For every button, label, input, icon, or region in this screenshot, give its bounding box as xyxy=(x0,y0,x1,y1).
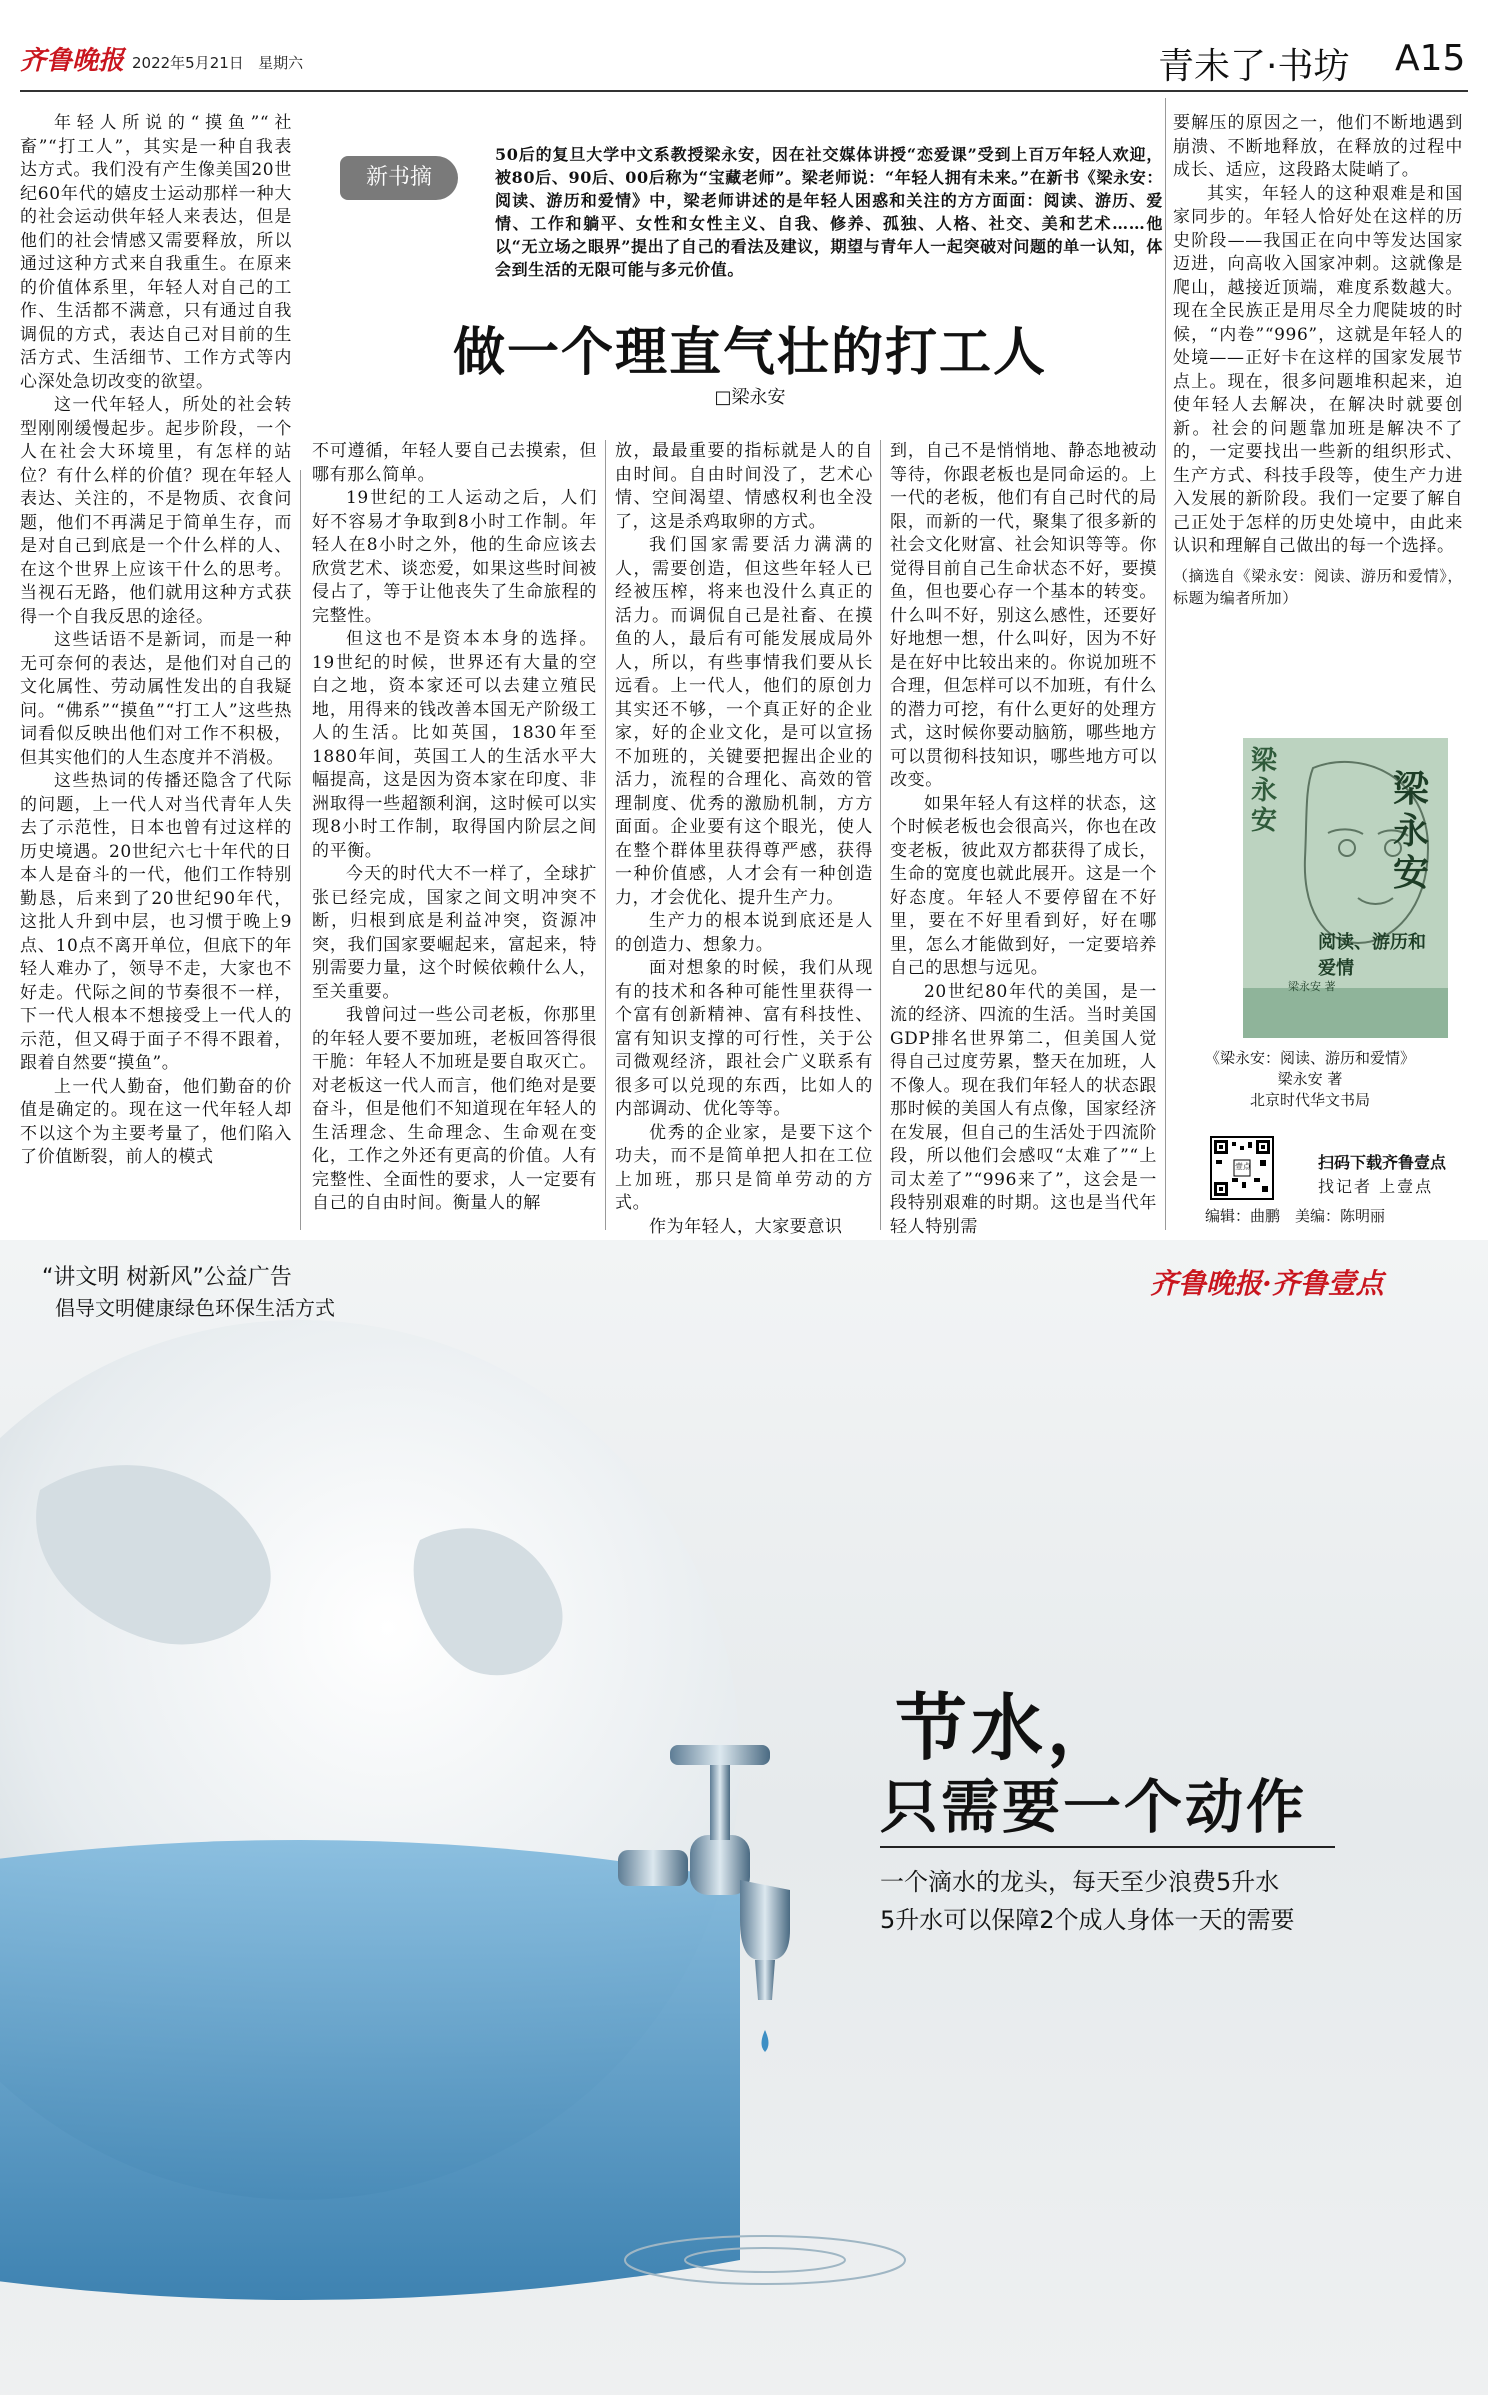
qr-label-1: 扫码下载齐鲁壹点 xyxy=(1318,1153,1447,1172)
ad-brand: 齐鲁晚报·齐鲁壹点 xyxy=(1150,1267,1384,1300)
paragraph: 不可遵循，年轻人要自己去摸索，但哪有那么简单。 xyxy=(312,441,597,485)
paragraph: 到，自己不是悄悄地、静态地被动等待，你跟老板也是同命运的。上一代的老板，他们有自己时代的局限，而新的一代，聚集了很多新的社会文化财富、社会知识等等。你觉得目前自己生命状态不好，要摸鱼，但也要心存一个基本的转变。什么叫不好，别这么感性，还要好好地想一想，什么叫好，因为不好是在好中比较出来的。你说加班不合理，但怎样可以不加班，有什么的潜力可挖，有什么更好的处理方式，这时候你要动脑筋，哪些地方可以贯彻科技知识，哪些地方可以改变。 xyxy=(890,441,1157,790)
qr-code[interactable] xyxy=(1210,1136,1274,1200)
paragraph: 其实，年轻人的这种艰难是和国家同步的。年轻人恰好处在这样的历史阶段——我国正在向中等发达国家迈进，向高收入国家冲刺。这就像是爬山，越接近顶端，难度系数越大。现在全民族正是用尽全力爬陡坡的时候，“内卷”“996”，这就是年轻人的处境——正好卡在这样的国家发展节点上。现在，很多问题堆积起来，迫使年轻人去解决，在解决时就要创新。社会的问题靠加班是解决不了的，一定要找出一些新的组织形式、生产方式、科技手段等，使生产力进入发展的新阶段。我们一定要了解自己正处于怎样的历史处境中，由此来认识和理解自己做出的每一个选择。 xyxy=(1173,183,1463,556)
book-title: 阅读、游历和爱情 xyxy=(1318,932,1426,979)
book-cover xyxy=(1243,738,1448,1038)
caption-author: 梁永安 著 xyxy=(1277,1070,1343,1088)
paragraph: 今天的时代大不一样了，全球扩张已经完成，国家之间文明冲突不断，归根到底是利益冲突，资源冲突，我们国家要崛起来，富起来，特别需要力量，这个时候依赖什么人，至关重要。 xyxy=(312,864,597,1002)
source-note: （摘选自《梁永安：阅读、游历和爱情》，标题为编者所加） xyxy=(1173,566,1463,607)
caption-publisher: 北京时代华文书局 xyxy=(1249,1091,1370,1109)
article-column-2 xyxy=(312,440,597,1216)
paragraph: 20世纪80年代的美国，是一流的经济、四流的生活。当时美国GDP排名世界第二，但美国人觉得自己过度劳累，整天在加班，人不像人。现在我们年轻人的状态跟那时候的美国人有点像，国家经济在发展，但自己的生活处于四流阶段，所以他们会感叹“太难了”“上司太差了”“996来了”，这会是一段特别艰难的时期。这也是当代年轻人特别需 xyxy=(890,981,1157,1237)
paragraph: 上一代人勤奋，他们勤奋的价值是确定的。现在这一代年轻人却不以这个为主要考量了，他们陷入了价值断裂，前人的模式 xyxy=(20,1076,292,1167)
paragraph: 这些话语不是新词，而是一种无可奈何的表达，是他们对自己的文化属性、劳动属性发出的自我疑问。“佛系”“摸鱼”“打工人”这些热词看似反映出他们对工作不积极，但其实他们的人生态度并不消极。 xyxy=(20,630,292,768)
paragraph: 放，最最重要的指标就是人的自由时间。自由时间没了，艺术心情、空间渴望、情感权利也全没了，这是杀鸡取卵的方式。 xyxy=(615,441,873,532)
paragraph: 19世纪的工人运动之后，人们好不容易才争取到8小时工作制。年轻人在8小时之外，他的生命应该去欣赏艺术、谈恋爱，如果这些时间被侵占了，等于让他丧失了生命旅程的完整性。 xyxy=(312,488,597,626)
paragraph: 作为年轻人，大家要意识 xyxy=(649,1216,843,1237)
paragraph: 如果年轻人有这样的状态，这个时候老板也会很高兴，你也在改变老板，彼此双方都获得了成长，生命的宽度也就此展开。这是一个好态度。年轻人不要停留在不好里，要在不好里看到好，好在哪里，怎么才能做到好，一定要培养自己的思想与远见。 xyxy=(890,793,1157,978)
weekday-text: 星期六 xyxy=(258,54,304,72)
paragraph: 我们国家需要活力满满的人，需要创造，但这些年轻人已经被压榨，将来也没什么真正的活力。而调侃自己是社畜、在摸鱼的人，最后有可能发展成局外人，所以，有些事情我们要从长远看。上一代人，他们的原创力其实还不够，一个真正好的企业家，好的企业文化，是可以宣扬不加班的，关键要把握出企业的活力，流程的合理化、高效的管理制度、优秀的激励机制，方方面面。企业要有这个眼光，使人在整个群体里获得尊严感，获得一种价值感，人才会有一种创造力，才会优化、提升生产力。 xyxy=(615,535,873,908)
paragraph: 但这也不是资本本身的选择。19世纪的时候，世界还有大量的空白之地，资本家还可以去建立殖民地，用得来的钱改善本国无产阶级工人的生活。比如英国，1830年至1880年间，英国工人的生活水平大幅提高，这是因为资本家在印度、非洲取得一些超额利润，这时候可以实现8小时工作制，取得国内阶层之间的平衡。 xyxy=(312,629,597,861)
paragraph: 生产力的根本说到底还是人的创造力、想象力。 xyxy=(615,911,873,955)
book-caption xyxy=(1170,1048,1450,1111)
section-title: 青未了·书坊 xyxy=(1158,46,1350,87)
newspaper-logo: 齐鲁晚报 xyxy=(20,46,125,76)
paragraph: 这些热词的传播还隐含了代际的问题，上一代人对当代青年人失去了示范性，日本也曾有过这样的历史境遇。20世纪六七十年代的日本人是奋斗的一代，他们工作特别勤恳，后来到了20世纪90年代，这批人升到中层，也习惯于晚上9点、10点不离开单位，但底下的年轻人难办了，领导不走，大家也不好走。代际之间的节奏很不一样，下一代人根本不想接受上一代人的示范，但又碍于面子不得不跟着，跟着自然要“摸鱼”。 xyxy=(20,771,292,1073)
article-column-4 xyxy=(890,440,1157,1239)
date-text: 2022年5月21日 xyxy=(132,54,244,72)
article-intro: 50后的复旦大学中文系教授梁永安，因在社交媒体讲授“恋爱课”受到上百万年轻人欢迎，被80后、90后、00后称为“宝藏老师”。梁老师说：“年轻人拥有未来。”在新书《梁永安：阅读、游历和爱情》中，梁老师讲述的是年轻人困惑和关注的方方面面：阅读、游历、爱情、工作和躺平、女性和女性主义、自我、修养、孤独、人格、社交、美和艺术……他以“无立场之眼界”提出了自己的看法及建议，期望与青年人一起突破对问题的单一认知，体会到生活的无限可能与多元价值。 xyxy=(495,145,1163,279)
ad-divider xyxy=(880,1846,1335,1848)
paragraph: 优秀的企业家，是要下这个功夫，而不是简单把人扣在工位上加班，那只是简单劳动的方式。 xyxy=(615,1122,873,1213)
divider xyxy=(880,440,881,1230)
ad-slogan-main: “讲文明 树新风”公益广告 xyxy=(42,1265,292,1290)
ad-slogan-sub: 倡导文明健康绿色环保生活方式 xyxy=(55,1296,335,1320)
paragraph: 年轻人所说的“摸鱼”“社畜”“打工人”，其实是一种自我表达方式。我们没有产生像美国20世纪60年代的嬉皮士运动那样一种大的社会运动供年轻人来表达，但是他们的社会情感又需要释放，所以通过这种方式来自我重生。在原来的价值体系里，年轻人对自己的工作、生活都不满意，只有通过自我调侃的方式，表达自己对目前的生活方式、生活细节、工作方式等内心深处急切改变的欲望。 xyxy=(20,113,292,392)
divider xyxy=(300,470,301,1230)
book-author-credit: 梁永安 著 xyxy=(1288,980,1336,993)
article-headline: 做一个理直气壮的打工人 xyxy=(452,322,1047,383)
article-column-5 xyxy=(1173,112,1463,609)
issue-date xyxy=(132,52,303,73)
qr-center-label: 壹点 xyxy=(1235,1162,1251,1171)
editor-credit: 编辑：曲鹏 美编：陈明丽 xyxy=(1205,1207,1386,1225)
qr-label-2: 找记者 上壹点 xyxy=(1318,1177,1434,1196)
section-tag: 新书摘 xyxy=(340,156,458,200)
ad-headline-1: 节水， xyxy=(895,1685,1124,1770)
article-column-1 xyxy=(20,112,292,1170)
ad-line-1: 一个滴水的龙头，每天至少浪费5升水 xyxy=(880,1868,1280,1896)
public-service-ad xyxy=(0,1240,1488,2395)
book-author-large: 梁永安 xyxy=(1393,768,1430,894)
divider xyxy=(605,440,606,1230)
paragraph: 面对想象的时候，我们从现有的技术和各种可能性里获得一个富有创新精神、富有科技性、富有知识支撑的可行性，关于公司微观经济，跟社会广义联系有很多可以兑现的东西，比如人的内部调动、优化等等。 xyxy=(615,958,873,1119)
article-column-3 xyxy=(615,440,873,1239)
ad-line-2: 5升水可以保障2个成人身体一天的需要 xyxy=(880,1906,1295,1934)
article-byline: □梁永安 xyxy=(714,387,786,408)
caption-title: 《梁永安：阅读、游历和爱情》 xyxy=(1204,1049,1415,1067)
ad-headline-2: 只需要一个动作 xyxy=(880,1773,1308,1841)
header-rule xyxy=(20,90,1468,92)
divider xyxy=(1165,98,1166,1230)
page-number: A15 xyxy=(1395,38,1466,79)
paragraph: 要解压的原因之一，他们不断地遇到崩溃、不断地释放，在释放的过程中成长、适应，这段路太陡峭了。 xyxy=(1173,113,1463,180)
book-author-vertical: 梁永安 xyxy=(1251,746,1278,836)
paragraph: 这一代年轻人，所处的社会转型刚刚缓慢起步。起步阶段，一个人在社会大环境里，有怎样的站位？有什么样的价值？现在年轻人表达、关注的，不是物质、衣食问题，他们不再满足于简单生存，而是对自己到底是一个什么样的人、在这个世界上应该干什么的思考。当视石无路，他们就用这种方式获得一个自我反思的途径。 xyxy=(20,395,292,627)
paragraph: 我曾问过一些公司老板，你那里的年轻人要不要加班，老板回答得很干脆：年轻人不加班是要自取灭亡。对老板这一代人而言，他们绝对是要奋斗，但是他们不知道现在年轻人的生活理念、生命理念、生命观在变化，工作之外还有更高的价值。人有完整性、全面性的要求，人一定要有自己的自由时间。衡量人的解 xyxy=(312,1005,597,1213)
